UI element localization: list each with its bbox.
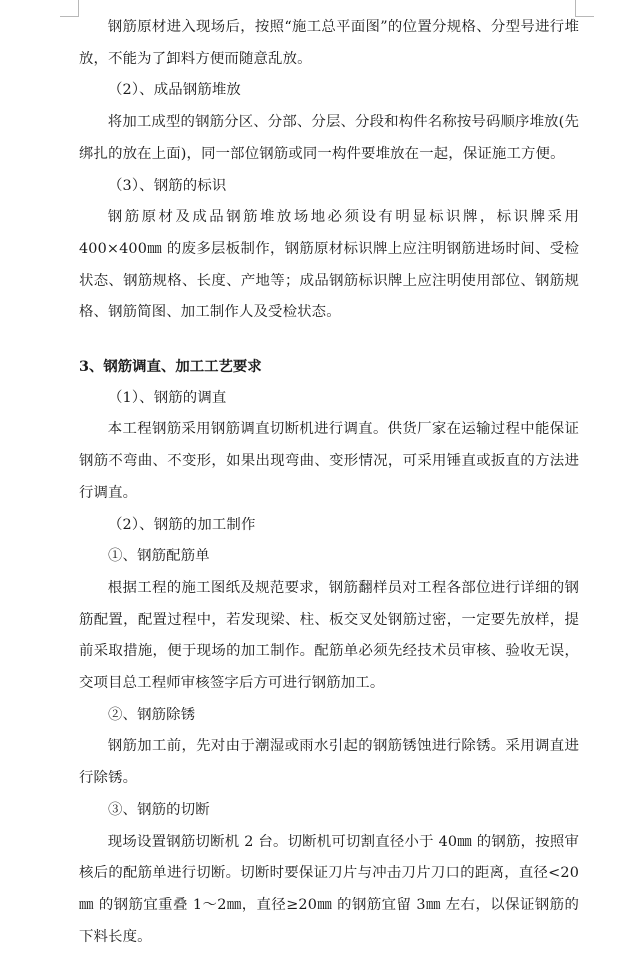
subheading: ①、钢筋配筋单 — [108, 548, 210, 565]
paragraph: 根据工程的施工图纸及规范要求，钢筋翻样员对工程各部位进行详细的钢筋配置，配置过程中，若发现梁、柱、板交叉处钢筋过密，一定要先放样，提前采取措施，便于现场的加工制作。配筋单必须先经技术员审核、验收无误，交项目总工程师审核签字后方可进行钢筋加工。 — [79, 579, 579, 692]
paragraph: 将加工成型的钢筋分区、分部、分层、分段和构件名称按号码顺序堆放(先绑扎的放在上面)，同一部位钢筋或同一构件要堆放在一起，保证施工方便。 — [79, 114, 579, 162]
paragraph: 钢筋加工前，先对由于潮湿或雨水引起的钢筋锈蚀进行除锈。采用调直进行除锈。 — [79, 738, 579, 787]
paragraph: 钢筋原材及成品钢筋堆放场地必须设有明显标识牌，标识牌采用 400×400㎜ 的废多层板制作，钢筋原材标识牌上应注明钢筋进场时间、受检状态、钢筋规格、长度、产地等；成品钢筋标识牌上应注明使用部位、钢筋规格、钢筋简图、加工制作人及受检状态。 — [79, 209, 579, 321]
paragraph: 本工程钢筋采用钢筋调直切断机进行调直。供货厂家在运输过程中能保证钢筋不弯曲、不变形，如果出现弯曲、变形情况，可采用锤直或扳直的方法进行调直。 — [79, 421, 579, 501]
document-body — [79, 12, 579, 953]
paragraph: 现场设置钢筋切断机 2 台。切断机可切割直径小于 40㎜ 的钢筋，按照审核后的配筋单进行切断。切断时要保证刀片与冲击刀片刀口的距离，直径<20㎜ 的钢筋宜重叠 1～2㎜，直径≥20㎜ 的钢筋宜留 3㎜ 左右，以保证钢筋的下料长度。 — [79, 833, 579, 945]
section-heading: 3、钢筋调直、加工工艺要求 — [79, 358, 262, 376]
page-corner-mark-left — [60, 0, 79, 17]
blank-line — [79, 329, 579, 351]
subheading: （1）、钢筋的调直 — [108, 389, 227, 406]
subheading: ②、钢筋除锈 — [108, 706, 196, 723]
subheading: ③、钢筋的切断 — [108, 801, 210, 818]
paragraph: 钢筋原材进入现场后，按照“施工总平面图”的位置分规格、分型号进行堆放，不能为了卸料方便而随意乱放。 — [79, 19, 579, 67]
subheading: （2）、钢筋的加工制作 — [108, 516, 256, 533]
subheading: （3）、钢筋的标识 — [108, 177, 227, 194]
subheading: （2）、成品钢筋堆放 — [108, 82, 241, 99]
